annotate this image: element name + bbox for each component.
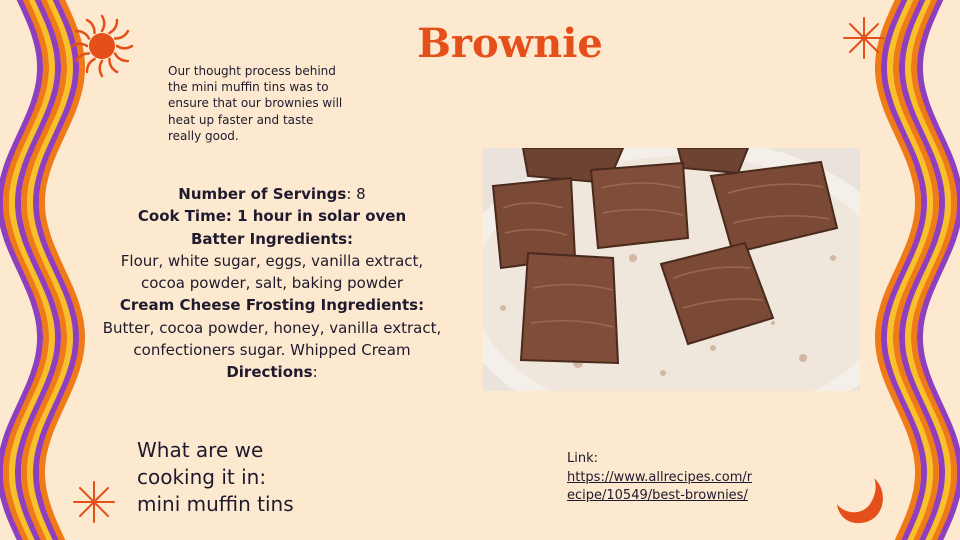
sparkle-icon [842, 16, 886, 60]
frosting-ingredients-line: confectioners sugar. Whipped Cream [133, 341, 411, 360]
recipe-details [98, 183, 446, 384]
frosting-ingredients-line: Butter, cocoa powder, honey, vanilla extract, [102, 318, 442, 337]
batter-ingredients-line: cocoa powder, salt, baking powder [140, 274, 404, 293]
cook-time-text: Cook Time: 1 hour in solar oven [137, 207, 407, 226]
batter-heading [98, 228, 446, 250]
crescent-moon-icon [834, 474, 890, 526]
sun-icon [70, 8, 134, 84]
cooking-line: What are we [137, 438, 264, 462]
cooking-vessel-text [137, 437, 337, 518]
frosting-heading-text: Cream Cheese Frosting Ingredients: [119, 296, 425, 315]
servings-label: Number of Servings [178, 185, 347, 203]
link-block [567, 450, 757, 506]
link-label: Link: [567, 451, 599, 466]
wave-border-right [864, 0, 960, 540]
frosting-heading [98, 294, 446, 316]
servings-line [98, 183, 446, 205]
recipe-link[interactable]: https://www.allrecipes.com/recipe/10549/best-brownies/ [567, 469, 753, 503]
page-title: Brownie [417, 20, 603, 67]
directions-label: Directions [226, 363, 313, 382]
batter-heading-text: Batter Ingredients: [190, 229, 354, 248]
intro-text: Our thought process behind the mini muffin tins was to ensure that our brownies will heat up faster and taste really good. [168, 64, 343, 143]
cooking-line: mini muffin tins [137, 492, 294, 516]
directions-line [98, 361, 446, 383]
directions-colon: : [312, 363, 318, 382]
sparkle-icon [72, 480, 116, 524]
cooking-line: cooking it in: [137, 465, 267, 489]
brownie-photo [483, 148, 860, 391]
cook-time [98, 205, 446, 227]
batter-ingredients-line: Flour, white sugar, eggs, vanilla extract, [120, 251, 424, 270]
servings-value: : 8 [346, 185, 366, 203]
